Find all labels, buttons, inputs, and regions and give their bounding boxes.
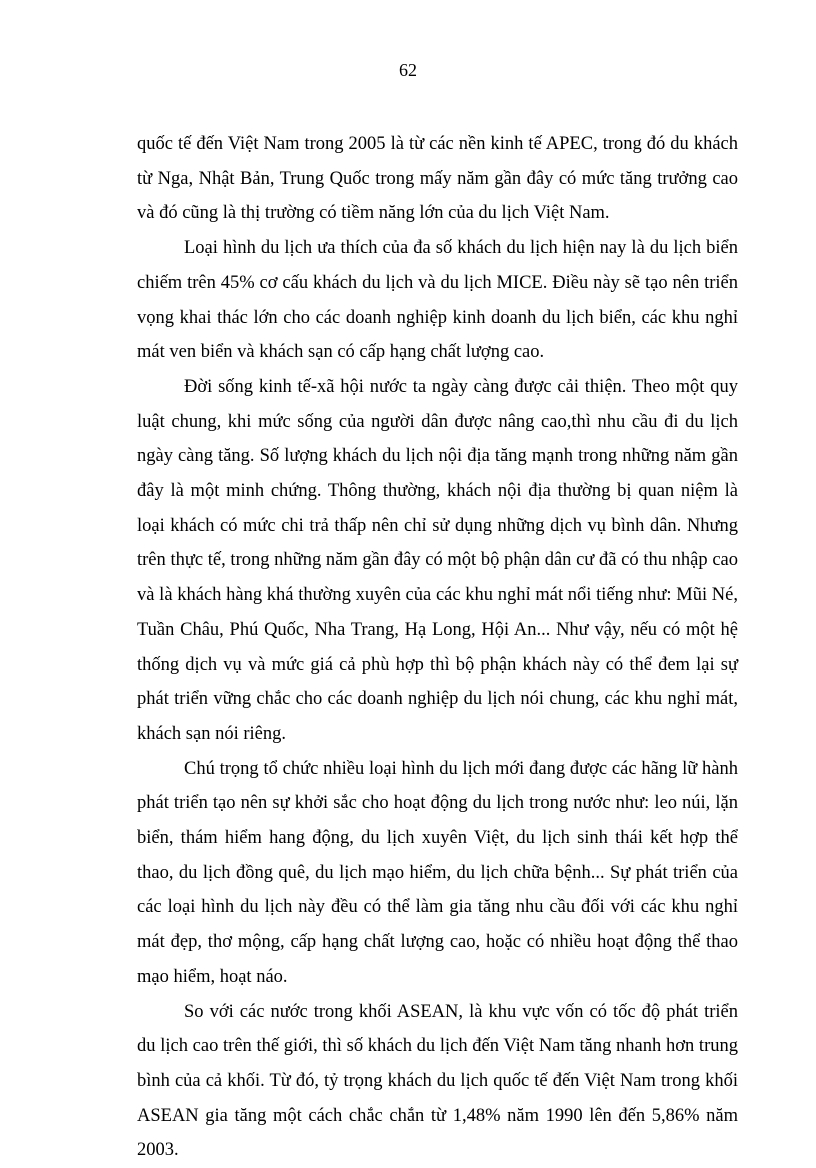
paragraph-1: quốc tế đến Việt Nam trong 2005 là từ các nền kinh tế APEC, trong đó du khách từ Nga, Nhật Bản, Trung Quốc trong mấy năm gần đây có mức tăng trưởng cao và đó cũng là thị trường có tiềm năng lớn của du lịch Việt Nam.: [137, 134, 738, 224]
paragraph-2: Loại hình du lịch ưa thích của đa số khách du lịch hiện nay là du lịch biển chiếm trên 45% cơ cấu khách du lịch và du lịch MICE. Điều này sẽ tạo nên triển vọng khai thác lớn cho các doanh nghiệp kinh doanh du lịch biển, các khu nghỉ mát ven biển và khách sạn có cấp hạng chất lượng cao.: [137, 238, 738, 363]
page-number: 62: [399, 60, 417, 80]
paragraph-4: Chú trọng tổ chức nhiều loại hình du lịch mới đang được các hãng lữ hành phát triển tạo nên sự khởi sắc cho hoạt động du lịch trong nước như: leo núi, lặn biển, thám hiểm hang động, du lịch xuyên Việt, du lịch sinh thái kết hợp thể thao, du lịch đồng quê, du lịch mạo hiểm, du lịch chữa bệnh... Sự phát triển của các loại hình du lịch này đều có thể làm gia tăng nhu cầu đối với các khu nghỉ mát đẹp, thơ mộng, cấp hạng chất lượng cao, hoặc có nhiều hoạt động thể thao mạo hiểm, hoạt náo.: [137, 758, 738, 987]
document-body: [137, 127, 738, 1168]
paragraph-3: Đời sống kinh tế-xã hội nước ta ngày càng được cải thiện. Theo một quy luật chung, khi mức sống của người dân được nâng cao,thì nhu cầu đi du lịch ngày càng tăng. Số lượng khách du lịch nội địa tăng mạnh trong những năm gần đây là một minh chứng. Thông thường, khách nội địa thường bị quan niệm là loại khách có mức chi trả thấp nên chỉ sử dụng những dịch vụ bình dân. Nhưng trên thực tế, trong những năm gần đây có một bộ phận dân cư đã có thu nhập cao và là khách hàng khá thường xuyên của các khu nghỉ mát nổi tiếng như: Mũi Né, Tuần Châu, Phú Quốc, Nha Trang, Hạ Long, Hội An... Như vậy, nếu có một hệ thống dịch vụ và mức giá cả phù hợp thì bộ phận khách này có thể đem lại sự phát triển vững chắc cho các doanh nghiệp du lịch nói chung, các khu nghỉ mát, khách sạn nói riêng.: [137, 376, 738, 744]
paragraph-5: So với các nước trong khối ASEAN, là khu vực vốn có tốc độ phát triển du lịch cao trên thế giới, thì số khách du lịch đến Việt Nam tăng nhanh hơn trung bình của cả khối. Từ đó, tỷ trọng khách du lịch quốc tế đến Việt Nam trong khối ASEAN gia tăng một cách chắc chắn từ 1,48% năm 1990 lên đến 5,86% năm 2003.: [137, 1001, 738, 1161]
